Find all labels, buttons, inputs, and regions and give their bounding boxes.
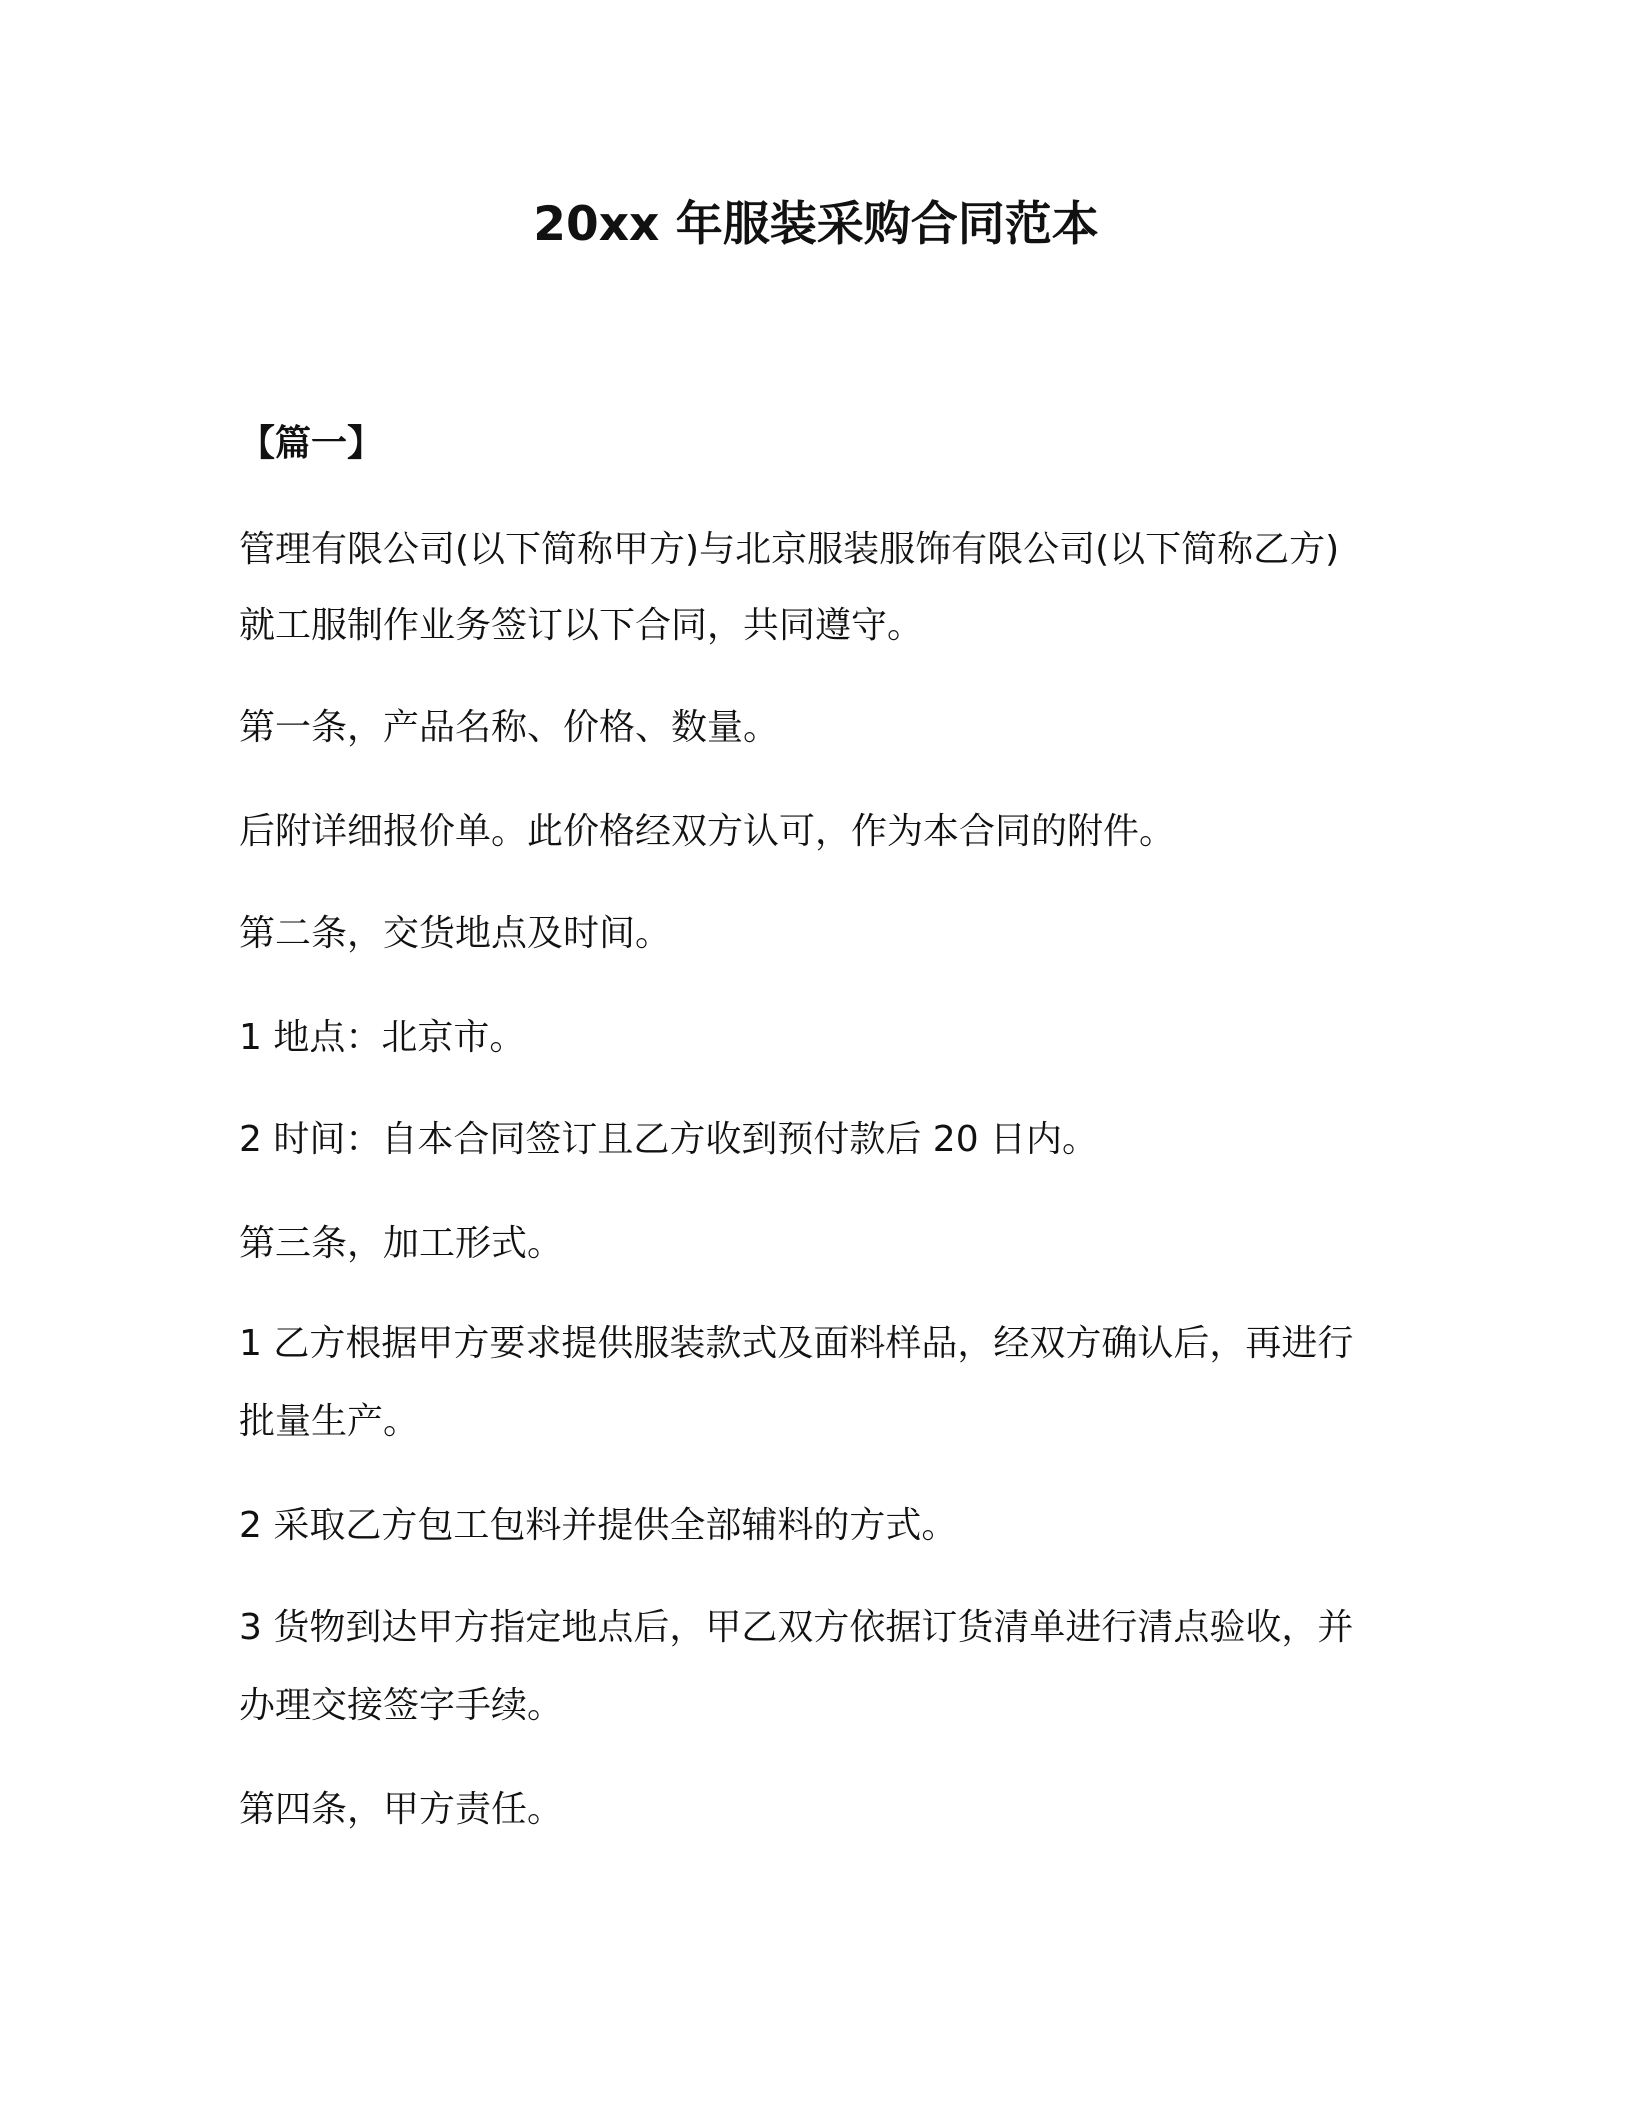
list-item: 1 地点：北京市。 bbox=[239, 1017, 526, 1058]
clause-heading: 第一条，产品名称、价格、数量。 bbox=[239, 707, 780, 748]
clause-heading: 第二条，交货地点及时间。 bbox=[239, 913, 672, 954]
list-item: 2 时间：自本合同签订且乙方收到预付款后 20 日内。 bbox=[239, 1119, 1099, 1160]
list-item-continuation: 办理交接签字手续。 bbox=[239, 1685, 564, 1726]
clause-heading: 第三条，加工形式。 bbox=[239, 1223, 564, 1264]
list-item: 2 采取乙方包工包料并提供全部辅料的方式。 bbox=[239, 1505, 958, 1546]
paragraph-line: 后附详细报价单。此价格经双方认可，作为本合同的附件。 bbox=[239, 811, 1176, 852]
document-title: 20xx 年服装采购合同范本 bbox=[533, 197, 1099, 252]
paragraph-line: 就工服制作业务签订以下合同，共同遵守。 bbox=[239, 605, 924, 646]
section-heading: 【篇一】 bbox=[239, 423, 384, 464]
clause-heading: 第四条，甲方责任。 bbox=[239, 1789, 564, 1830]
list-item: 3 货物到达甲方指定地点后，甲乙双方依据订货清单进行清点验收，并 bbox=[239, 1607, 1354, 1648]
list-item: 1 乙方根据甲方要求提供服装款式及面料样品，经双方确认后，再进行 bbox=[239, 1323, 1354, 1364]
paragraph-line: 管理有限公司(以下简称甲方)与北京服装服饰有限公司(以下简称乙方) bbox=[239, 529, 1340, 570]
list-item-continuation: 批量生产。 bbox=[239, 1401, 420, 1442]
